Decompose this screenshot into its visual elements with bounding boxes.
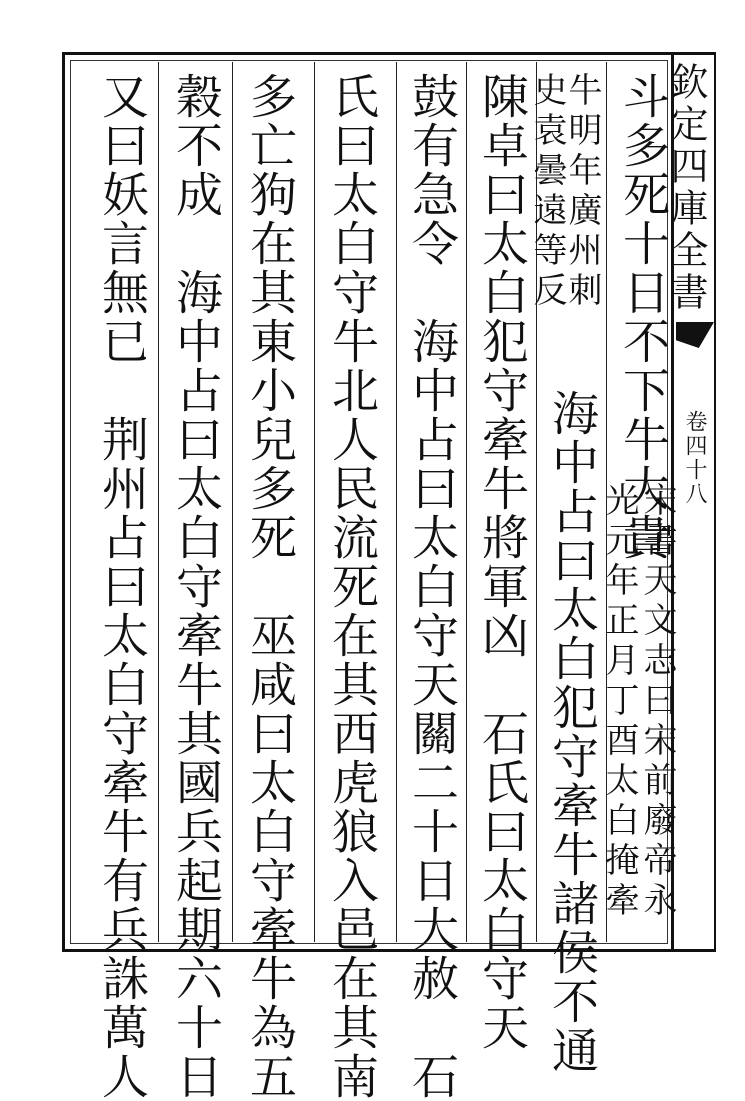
column-rule [314, 62, 315, 942]
text-column-9: 氏曰太白守牛北人民流死在其西虎狼入邑在其南 [324, 72, 379, 1101]
text-column-11: 穀不成 海中占曰太白守牽牛其國兵起期六十日 [168, 72, 223, 1101]
column-rule [232, 62, 233, 942]
text-column-5: 史袁曇遠等反 [527, 72, 567, 312]
text-column-3: 光元年正月丁酉太白掩牽 [599, 482, 639, 922]
text-column-1: 斗多死十日不下牛大貴 [615, 72, 670, 562]
text-column-6: 海中占曰太白犯守牽牛諸侯不通 [544, 340, 599, 1075]
text-column-4: 牛明年廣州刺 [562, 72, 602, 312]
column-rule [158, 62, 159, 942]
text-column-8: 鼓有急令 海中占曰太白守天關二十日大赦 石 [404, 72, 459, 1101]
text-column-10: 多亡狗在其東小兒多死 巫咸曰太白守牽牛為五 [242, 72, 297, 1101]
column-rule [396, 62, 397, 942]
column-rule [466, 62, 467, 942]
text-column-12: 又曰妖言無已 荆州占曰太白守牽牛有兵誅萬人 [94, 72, 149, 1101]
text-column-7: 陳卓曰太白犯守牽牛將軍凶 石氏曰太白守天 [474, 72, 529, 1052]
book-title: 欽定四庫全書 [664, 62, 708, 314]
volume-label: 卷四十八 [682, 410, 707, 506]
text-column-2: 宋書天文志曰宋前廢帝永 [637, 482, 677, 922]
